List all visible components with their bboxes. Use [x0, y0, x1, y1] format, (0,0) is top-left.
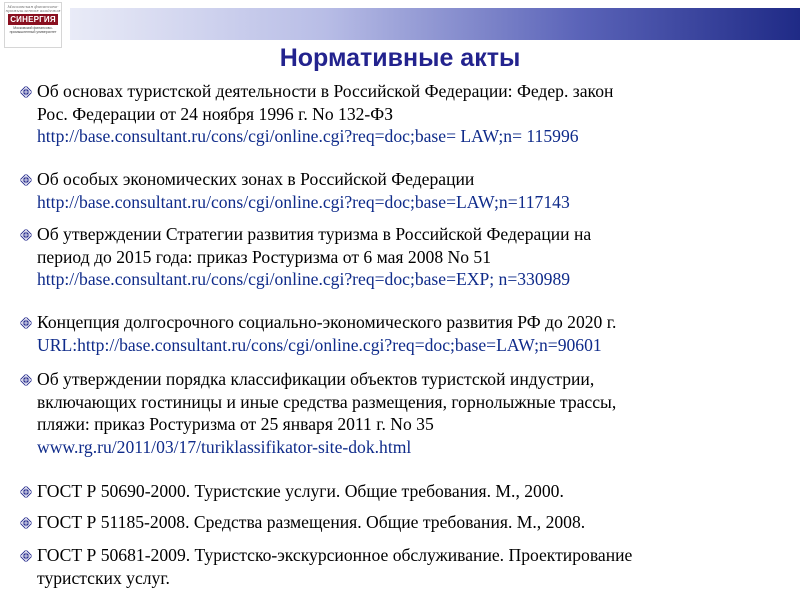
diamond-bullet-icon: [20, 317, 32, 329]
list-item-text: [37, 544, 797, 589]
header-gradient-bar: [70, 8, 800, 40]
list-item-text: [37, 480, 797, 503]
list-item-line: включающих гостиницы и иные средства размещения, горнолыжные трассы,: [37, 391, 617, 412]
list-item-link[interactable]: http://base.consultant.ru/cons/cgi/online.cgi?req=doc;base=LAW;n=117143: [37, 191, 570, 212]
list-item-text: [37, 368, 797, 458]
list-item-line: туристских услуг.: [37, 567, 170, 588]
list-item-link[interactable]: www.rg.ru/2011/03/17/turiklassifikator-site-dok.html: [37, 436, 412, 457]
list-item-text: [37, 223, 797, 291]
list-item-line: пляжи: приказ Ростуризма от 25 января 2011 г. No 35: [37, 414, 434, 435]
list-item-link[interactable]: http://base.consultant.ru/cons/cgi/online.cgi?req=doc;base= LAW;n= 115996: [37, 126, 579, 147]
list-item-text: [37, 80, 797, 148]
list-item-line: Об утверждении порядка классификации объектов туристской индустрии,: [37, 369, 595, 389]
list-item-text: [37, 511, 797, 534]
diamond-bullet-icon: [20, 486, 32, 498]
list-item-line: ГОСТ Р 51185-2008. Средства размещения. Общие требования. М., 2008.: [37, 512, 586, 532]
diamond-bullet-icon: [20, 174, 32, 186]
list-item-line: Концепция долгосрочного социально-экономического развития РФ до 2020 г.: [37, 312, 617, 332]
diamond-bullet-icon: [20, 86, 32, 98]
list-item-link[interactable]: http://base.consultant.ru/cons/cgi/online.cgi?req=doc;base=EXP; n=330989: [37, 269, 571, 290]
list-item-link[interactable]: URL:http://base.consultant.ru/cons/cgi/online.cgi?req=doc;base=LAW;n=90601: [37, 334, 602, 355]
list-item-line: Об утверждении Стратегии развития туризма в Российской Федерации на: [37, 224, 592, 244]
page-title: Нормативные акты: [279, 44, 521, 72]
diamond-bullet-icon: [20, 374, 32, 386]
diamond-bullet-icon: [20, 229, 32, 241]
list-item-line: Об основах туристской деятельности в Российской Федерации: Федер. закон: [37, 81, 614, 101]
diamond-bullet-icon: [20, 550, 32, 562]
list-item-line: Рос. Федерации от 24 ноября 1996 г. No 132-ФЗ: [37, 103, 394, 124]
logo-name: СИНЕРГИЯ: [10, 15, 56, 24]
diamond-bullet-icon: [20, 517, 32, 529]
list-item-line: период до 2015 года: приказ Ростуризма от 6 мая 2008 No 51: [37, 246, 492, 267]
list-item-text: [37, 311, 797, 356]
logo-subtitle: Московский финансово-промышленный университет: [9, 26, 57, 34]
list-item-line: ГОСТ Р 50690-2000. Туристские услуги. Общие требования. М., 2000.: [37, 481, 564, 501]
list-item-line: ГОСТ Р 50681-2009. Туристско-экскурсионное обслуживание. Проектирование: [37, 545, 633, 565]
list-item-text: [37, 168, 797, 213]
logo-script-text: Московская финансово-промышленная академия: [5, 4, 61, 13]
list-item-line: Об особых экономических зонах в Российской Федерации: [37, 169, 475, 189]
